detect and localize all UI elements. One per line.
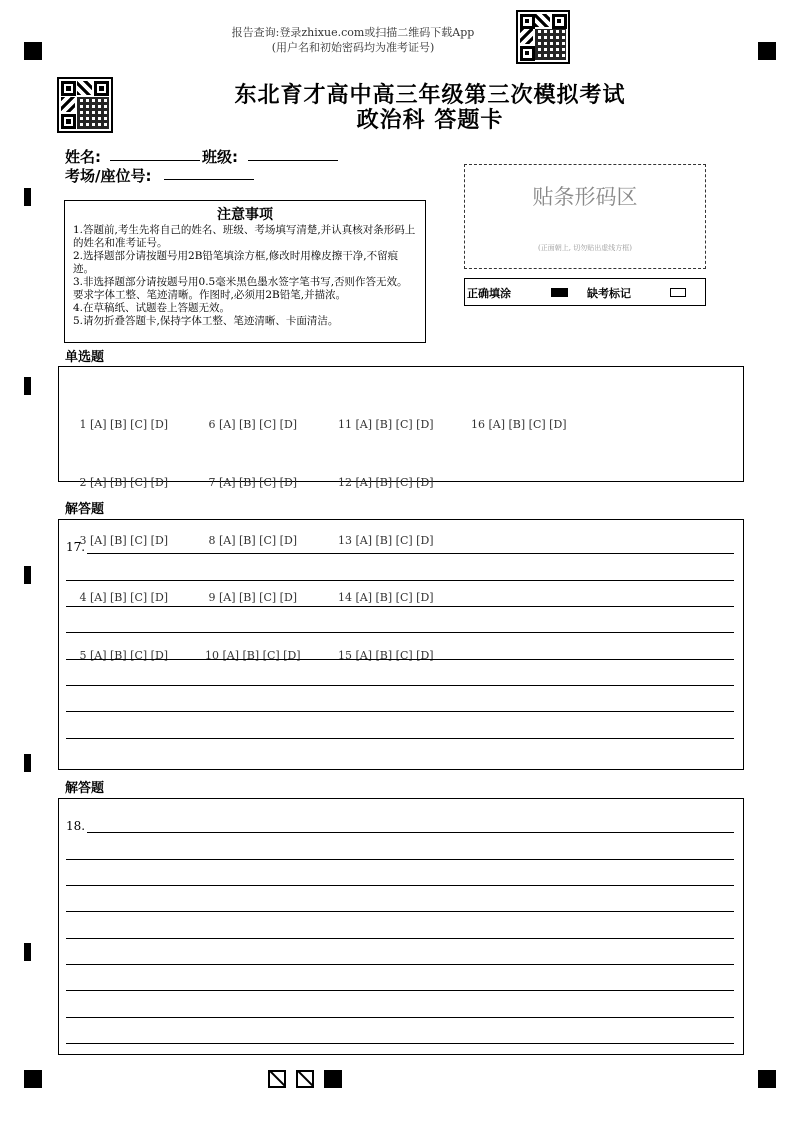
- choice-row[interactable]: 12 [A] [B] [C] [D]: [338, 476, 434, 490]
- answer-line[interactable]: [66, 859, 734, 860]
- answer-section-title: 解答题: [65, 502, 105, 517]
- correct-fill-label: 正确填涂: [467, 287, 511, 300]
- notice-item: 2.选择题部分请按题号用2B铅笔填涂方框,修改时用橡皮擦干净,不留痕迹。: [73, 250, 399, 275]
- notice-title: 注意事项: [217, 207, 273, 223]
- exam-title: 东北育才高中高三年级第三次模拟考试: [234, 82, 626, 108]
- question-number-17: 17.: [66, 540, 86, 554]
- answer-line[interactable]: [87, 832, 734, 833]
- page-mark-crossed: [296, 1070, 314, 1088]
- report-line-1: 报告查询:登录zhixue.com或扫描二维码下载App: [231, 26, 475, 39]
- choice-row[interactable]: 7 [A] [B] [C] [D]: [205, 476, 298, 490]
- answer-line[interactable]: [66, 711, 734, 712]
- registration-mark-bottom-left: [24, 1070, 42, 1088]
- report-line-2: (用户名和初始密码均为准考证号): [271, 41, 435, 54]
- notice-item: 1.答题前,考生先将自己的姓名、班级、考场填写清楚,并认真核对条形码上的姓名和准考证号。: [73, 224, 416, 249]
- registration-mark-top-right: [758, 42, 776, 60]
- correct-fill-sample: [551, 288, 568, 297]
- answer-line[interactable]: [66, 990, 734, 991]
- answer-line[interactable]: [66, 606, 734, 607]
- choice-row[interactable]: 15 [A] [B] [C] [D]: [338, 648, 434, 662]
- choice-row[interactable]: 13 [A] [B] [C] [D]: [338, 533, 434, 547]
- timing-mark: [24, 377, 31, 395]
- qr-code-top[interactable]: [516, 10, 570, 64]
- answer-line[interactable]: [66, 659, 734, 660]
- answer-section-title: 解答题: [65, 781, 105, 796]
- answer-line[interactable]: [66, 632, 734, 633]
- choice-row[interactable]: 3 [A] [B] [C] [D]: [76, 533, 169, 547]
- notice-item: 4.在草稿纸、试题卷上答题无效。: [73, 302, 231, 314]
- name-label: 姓名:: [65, 148, 101, 166]
- answer-line[interactable]: [66, 911, 734, 912]
- answer-line[interactable]: [66, 964, 734, 965]
- notice-item: 5.请勿折叠答题卡,保持字体工整、笔迹清晰、卡面清洁。: [73, 315, 339, 327]
- barcode-hint: (正面朝上, 切勿贴出虚线方框): [538, 244, 632, 252]
- name-field[interactable]: [110, 160, 200, 161]
- exam-subtitle: 政治科 答题卡: [356, 107, 504, 133]
- choice-row[interactable]: 10 [A] [B] [C] [D]: [205, 648, 301, 662]
- registration-mark-top-left: [24, 42, 42, 60]
- barcode-area[interactable]: [464, 164, 706, 269]
- answer-line[interactable]: [66, 580, 734, 581]
- class-label: 班级:: [202, 148, 238, 166]
- answer-line[interactable]: [66, 1017, 734, 1018]
- notice-box: [64, 200, 426, 343]
- answer-box-18[interactable]: [58, 798, 744, 1055]
- choice-row[interactable]: 14 [A] [B] [C] [D]: [338, 591, 434, 605]
- qr-code-left[interactable]: [57, 77, 113, 133]
- question-number-18: 18.: [66, 819, 86, 833]
- choice-row[interactable]: 9 [A] [B] [C] [D]: [205, 591, 298, 605]
- seat-label: 考场/座位号:: [65, 167, 152, 185]
- timing-mark: [24, 754, 31, 772]
- timing-mark: [24, 566, 31, 584]
- choice-row[interactable]: 4 [A] [B] [C] [D]: [76, 591, 169, 605]
- choice-row[interactable]: 1 [A] [B] [C] [D]: [76, 418, 169, 432]
- answer-box-17[interactable]: [58, 519, 744, 770]
- choice-row[interactable]: 2 [A] [B] [C] [D]: [76, 476, 169, 490]
- single-choice-title: 单选题: [65, 350, 105, 365]
- answer-line[interactable]: [66, 938, 734, 939]
- class-field[interactable]: [248, 160, 338, 161]
- answer-line[interactable]: [66, 738, 734, 739]
- answer-line[interactable]: [66, 885, 734, 886]
- choice-row[interactable]: 8 [A] [B] [C] [D]: [205, 533, 298, 547]
- seat-field[interactable]: [164, 179, 254, 180]
- notice-item: 3.非选择题部分请按题号用0.5毫米黑色墨水签字笔书写,否则作答无效。要求字体工整、笔迹清晰。作图时,必须用2B铅笔,并描浓。: [73, 276, 408, 301]
- page-mark-crossed: [268, 1070, 286, 1088]
- choice-row[interactable]: 11 [A] [B] [C] [D]: [338, 418, 434, 432]
- fill-legend: [464, 278, 706, 306]
- absent-mark-box[interactable]: [670, 288, 686, 297]
- timing-mark: [24, 188, 31, 206]
- choice-row[interactable]: 5 [A] [B] [C] [D]: [76, 648, 169, 662]
- choice-row[interactable]: 6 [A] [B] [C] [D]: [205, 418, 298, 432]
- page-mark-filled: [324, 1070, 342, 1088]
- timing-mark: [24, 943, 31, 961]
- answer-line[interactable]: [66, 1043, 734, 1044]
- answer-line[interactable]: [66, 685, 734, 686]
- answer-line[interactable]: [87, 553, 734, 554]
- absent-mark-label: 缺考标记: [587, 287, 631, 300]
- registration-mark-bottom-right: [758, 1070, 776, 1088]
- barcode-label: 贴条形码区: [532, 185, 638, 209]
- choice-row[interactable]: 16 [A] [B] [C] [D]: [471, 418, 567, 432]
